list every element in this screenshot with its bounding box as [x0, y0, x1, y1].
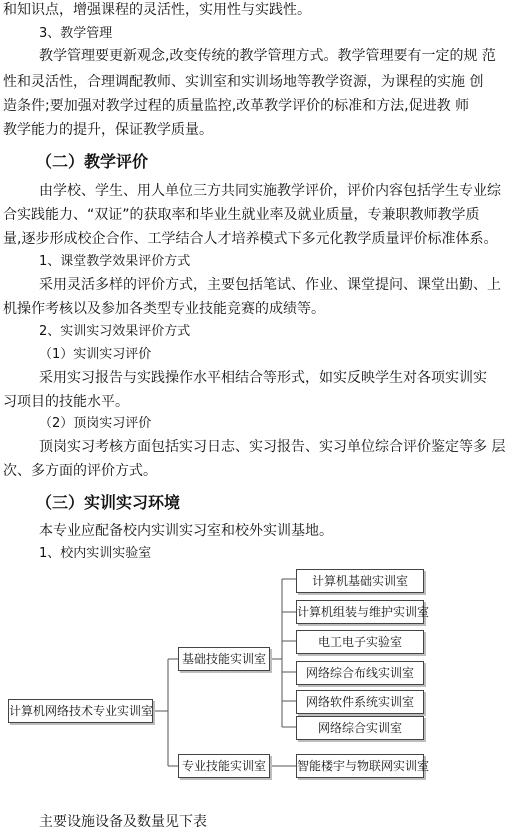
section-heading: （二）教学评价: [36, 152, 149, 171]
subheading: 1、课堂教学效果评价方式: [39, 254, 191, 269]
paragraph-line: 机操作考核以及参加各类型专业技能竞赛的成绩等。: [3, 301, 325, 317]
paragraph-line: 教学管理要更新观念,改变传统的教学管理方式。教学管理要有一定的规 范: [39, 48, 496, 64]
subheading: （1）实训实习评价: [39, 347, 152, 362]
diagram-leaf-node: 计算机基础实训室: [296, 569, 424, 593]
diagram-branch-node: 基础技能实训室: [178, 647, 270, 671]
diagram-leaf-node: 网络综合实训室: [296, 716, 424, 740]
subheading: 1、校内实训实验室: [39, 546, 152, 561]
paragraph-line: 由学校、学生、用人单位三方共同实施教学评价，评价内容包括学生专业综: [39, 183, 501, 199]
paragraph-line: 主要设施设备及数量见下表: [39, 814, 207, 830]
paragraph-line: 和知识点，增强课程的灵活性，实用性与实践性。: [3, 2, 311, 18]
diagram-leaf-node: 智能楼宇与物联网实训室: [296, 754, 424, 778]
section-heading: （三）实训实习环境: [36, 493, 181, 512]
paragraph-line: 习项目的技能水平。: [3, 394, 129, 410]
paragraph-line: 次、多方面的评价方式。: [3, 463, 157, 479]
paragraph-line: 本专业应配备校内实训实习室和校外实训基地。: [39, 523, 333, 539]
paragraph-line: 量,逐步形成校企合作、工学结合人才培养模式下多元化教学质量评价标准体系。: [3, 231, 498, 247]
diagram-leaf-node: 计算机组装与维护实训室: [296, 600, 424, 624]
paragraph-line: 造条件;要加强对教学过程的质量监控,改革教学评价的标准和方法,促进教 师: [3, 98, 470, 114]
paragraph-line: 教学能力的提升，保证教学质量。: [3, 122, 213, 138]
subheading: 3、教学管理: [39, 26, 113, 41]
paragraph-line: 性和灵活性，合理调配教师、实训室和实训场地等教学资源，为课程的实施 创: [3, 74, 484, 90]
subheading: （2）顶岗实习评价: [39, 416, 152, 431]
diagram-leaf-node: 网络软件系统实训室: [296, 690, 424, 714]
paragraph-line: 采用实习报告与实践操作水平相结合等形式，如实反映学生对各项实训实: [39, 370, 487, 386]
diagram-leaf-node: 电工电子实验室: [296, 630, 424, 654]
paragraph-line: 顶岗实习考核方面包括实习日志、实习报告、实习单位综合评价鉴定等多 层: [39, 439, 506, 455]
paragraph-line: 采用灵活多样的评价方式，主要包括笔试、作业、课堂提问、课堂出勤、上: [39, 277, 501, 293]
diagram-leaf-node: 网络综合布线实训室: [296, 661, 424, 685]
subheading: 2、实训实习效果评价方式: [39, 324, 191, 339]
diagram-branch-node: 专业技能实训室: [178, 754, 270, 778]
paragraph-line: 合实践能力、“双证”的获取率和毕业生就业率及就业质量，专兼职教师教学质: [3, 207, 480, 223]
diagram-root-node: 计算机网络技术专业实训室: [8, 699, 153, 723]
